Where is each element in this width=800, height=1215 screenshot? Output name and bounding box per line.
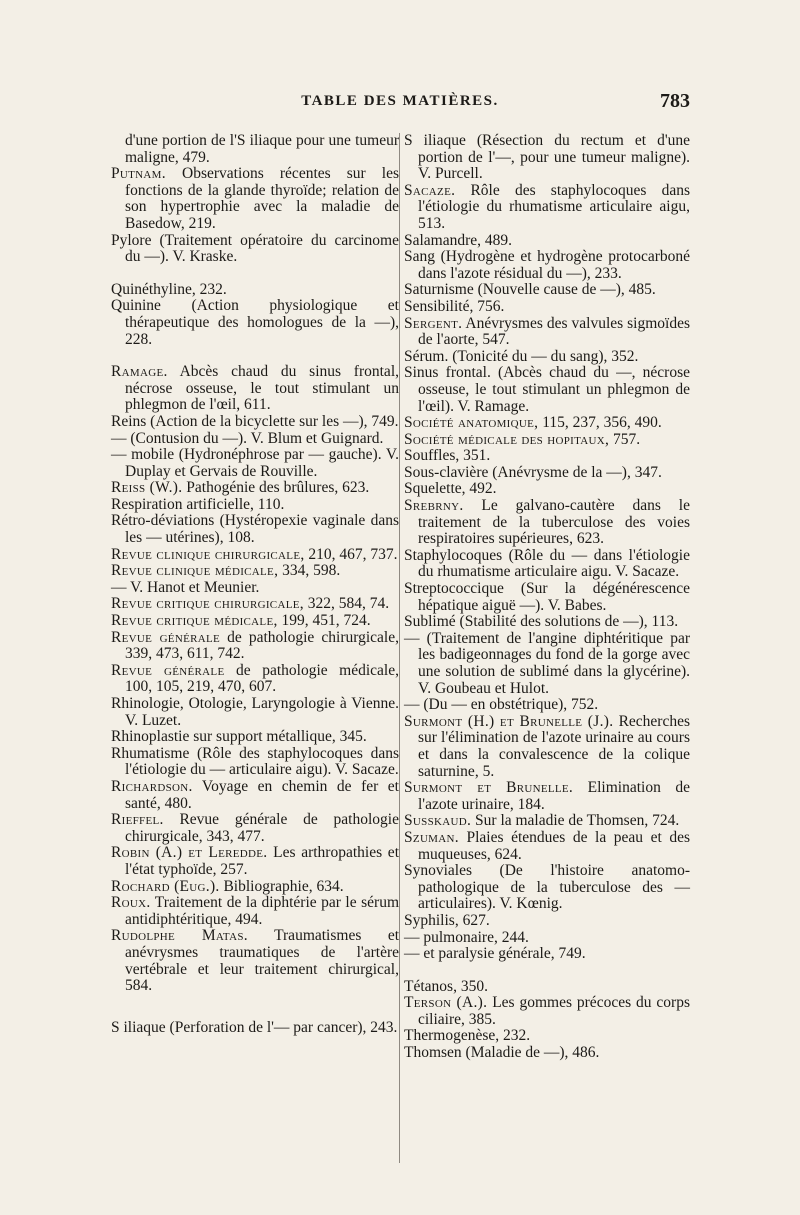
entry-text: — pulmonaire, 244. <box>404 928 529 946</box>
entry-text: — et paralysie générale, 749. <box>404 945 586 963</box>
index-entry <box>404 946 690 963</box>
index-entry <box>404 930 690 947</box>
index-entry <box>111 895 399 928</box>
index-entry <box>111 282 399 299</box>
index-entry <box>111 746 399 779</box>
index-entry <box>404 1045 690 1062</box>
right-column <box>404 133 690 1062</box>
entry-text: Quinéthyline, 232. <box>111 280 227 298</box>
entry-text: Sérum. (Tonicité du — du sang), 352. <box>404 347 639 365</box>
index-entry <box>111 166 399 232</box>
entry-author: Revue critique médicale, <box>111 612 278 630</box>
entry-text: Bibliographie, 634. <box>219 877 344 895</box>
column-divider <box>399 133 400 1163</box>
entry-author: Revue clinique médicale, <box>111 562 279 580</box>
index-entry <box>111 447 399 480</box>
entry-text: 199, 451, 724. <box>277 612 371 630</box>
index-entry <box>111 1020 399 1037</box>
entry-text: S iliaque (Perforation de l'— par cancer), 243. <box>111 1018 398 1036</box>
index-entry <box>111 580 399 597</box>
entry-text: Squelette, 492. <box>404 480 497 498</box>
index-entry <box>111 696 399 729</box>
entry-text: 210, 467, 737. <box>304 545 398 563</box>
index-entry <box>404 365 690 415</box>
entry-author: Richardson. <box>111 777 193 795</box>
index-entry <box>404 183 690 233</box>
entry-text: Sinus frontal. (Abcès chaud du —, nécrose osseuse, le tout stimulant un phlegmon de l'œil). V. Ramage. <box>404 364 690 415</box>
entry-author: Revue critique chirurgicale, <box>111 595 304 613</box>
left-column <box>111 133 399 1036</box>
index-entry <box>111 879 399 896</box>
running-title: TABLE DES MATIÈRES. <box>301 93 499 109</box>
entry-text: Plaies étendues de la peau et des muqueuses, 624. <box>418 828 690 863</box>
index-entry <box>404 349 690 366</box>
entry-author: Rieffel. <box>111 811 164 829</box>
entry-author: Sergent. <box>404 314 463 332</box>
entry-text: Rhumatisme (Rôle des staphylocoques dans l'étiologie du — articulaire aigu). V. Sacaze. <box>111 744 399 779</box>
entry-text: Saturnisme (Nouvelle cause de —), 485. <box>404 281 656 299</box>
index-entry <box>111 414 399 431</box>
entry-text: de pathologie médicale, 100, 105, 219, 470, 607. <box>125 661 399 696</box>
entry-author: Ramage. <box>111 363 168 381</box>
index-entry <box>111 233 399 266</box>
entry-author: Szuman. <box>404 828 459 846</box>
index-entry <box>404 979 690 996</box>
entry-author: Robin (A.) et Leredde. <box>111 844 268 862</box>
entry-author: Roux. <box>111 894 151 912</box>
index-entry <box>111 431 399 448</box>
index-entry <box>404 995 690 1028</box>
index-entry <box>111 729 399 746</box>
entry-text: Synoviales (De l'histoire anatomo-pathologique de la tuberculose des — articulaires). V. Kœnig. <box>404 862 690 913</box>
index-entry <box>404 316 690 349</box>
index-entry <box>404 631 690 697</box>
index-entry <box>111 845 399 878</box>
index-entry <box>111 298 399 348</box>
entry-author: Rudolphe Matas. <box>111 927 248 945</box>
index-entry <box>404 282 690 299</box>
entry-author: Putnam. <box>111 165 166 183</box>
entry-author: Surmont (H.) et Brunelle (J.). <box>404 712 614 730</box>
index-entry <box>111 547 399 564</box>
index-entry <box>404 697 690 714</box>
entry-text: 322, 584, 74. <box>303 595 390 613</box>
entry-author: Société anatomique, <box>404 414 539 432</box>
entry-author: Revue générale <box>111 628 221 646</box>
entry-text: Le galvano-cautère dans le traitement de la tuberculose des voies respiratoires supérieures, 623. <box>418 497 690 548</box>
entry-author: Revue générale <box>111 661 225 679</box>
index-entry <box>111 596 399 613</box>
entry-author: Surmont et Brunelle. <box>404 779 574 797</box>
entry-text: Thermogenèse, 232. <box>404 1027 531 1045</box>
entry-text: Souffles, 351. <box>404 447 491 465</box>
entry-text: Respiration artificielle, 110. <box>111 495 285 513</box>
index-entry <box>404 233 690 250</box>
index-entry <box>111 663 399 696</box>
entry-text: Abcès chaud du sinus frontal, nécrose osseuse, le tout stimulant un phlegmon de l'œil, 611. <box>125 363 399 414</box>
page-header <box>110 90 690 117</box>
index-entry <box>111 563 399 580</box>
entry-text: — V. Hanot et Meunier. <box>111 578 260 596</box>
index-entry <box>404 548 690 581</box>
index-entry <box>404 780 690 813</box>
entry-author: Société médicale des hopitaux, <box>404 430 610 448</box>
index-entry <box>111 928 399 994</box>
entry-text: Anévrysmes des valvules sigmoïdes de l'aorte, 547. <box>418 314 690 349</box>
entry-text: — mobile (Hydronéphrose par — gauche). V. Duplay et Gervais de Rouville. <box>111 446 399 480</box>
entry-author: Terson (A.). <box>404 994 488 1012</box>
entry-text: Rhinologie, Otologie, Laryngologie à Vienne. V. Luzet. <box>111 695 399 729</box>
entry-text: Syphilis, 627. <box>404 911 490 929</box>
entry-text: Thomsen (Maladie de —), 486. <box>404 1044 600 1062</box>
entry-text: — (Contusion du —). V. Blum et Guignard. <box>111 429 384 447</box>
entry-text: Streptococcique (Sur la dégénérescence hépatique aiguë —). V. Babes. <box>404 580 690 614</box>
index-entry <box>404 249 690 282</box>
entry-text: 757. <box>609 430 641 448</box>
index-entry <box>404 581 690 614</box>
entry-text: Pathogénie des brûlures, 623. <box>182 479 370 497</box>
index-entry <box>111 133 399 166</box>
entry-text: Rôle des staphylocoques dans l'étiologie du rhumatisme articulaire aigu, 513. <box>418 181 690 232</box>
index-entry <box>111 613 399 630</box>
entry-text: 334, 598. <box>278 562 341 580</box>
entry-text: Sang (Hydrogène et hydrogène protocarboné dans l'azote résidual du —), 233. <box>404 248 690 282</box>
entry-text: Staphylocoques (Rôle du — dans l'étiologie du rhumatisme articulaire aigu. V. Sacaze. <box>404 546 690 581</box>
entry-text: Recherches sur l'élimination de l'azote urinaire au cours et dans la convalescence de la colique saturnine, 5. <box>418 712 690 780</box>
page-number: 783 <box>660 90 690 112</box>
index-entry <box>404 830 690 863</box>
index-entry <box>404 913 690 930</box>
entry-author: Rochard (Eug.). <box>111 877 220 895</box>
entry-text: Salamandre, 489. <box>404 231 513 249</box>
entry-text: Observations récentes sur les fonctions de la glande thyroïde; relation de son hypertrophie avec la maladie de Basedow, 219. <box>125 165 399 232</box>
index-entry <box>111 497 399 514</box>
entry-text: Pylore (Traitement opératoire du carcinome du —). V. Kraske. <box>111 231 399 266</box>
entry-author: Sacaze. <box>404 181 456 199</box>
index-entry <box>111 812 399 845</box>
entry-text: Voyage en chemin de fer et santé, 480. <box>125 777 399 812</box>
entry-text: Revue générale de pathologie chirurgicale, 343, 477. <box>125 811 399 845</box>
index-entry <box>404 465 690 482</box>
entry-text: Elimination de l'azote urinaire, 184. <box>418 779 690 813</box>
index-entry <box>404 614 690 631</box>
entry-text: Traumatismes et anévrysmes traumatiques de l'artère vertébrale et leur traitement chirurgical, 584. <box>125 927 400 995</box>
entry-text: Quinine (Action physiologique et thérapeutique des homologues de la —), 228. <box>111 297 399 348</box>
index-entry <box>404 299 690 316</box>
entry-text: Sensibilité, 756. <box>404 297 505 315</box>
index-entry <box>404 133 690 183</box>
index-entry <box>111 630 399 663</box>
entry-author: Revue clinique chirurgicale, <box>111 545 305 563</box>
index-entry <box>404 498 690 548</box>
index-entry <box>111 480 399 497</box>
entry-text: — (Traitement de l'angine diphtéritique par les badigeonnages du fond de la gorge avec une solution de sublimé dans la glycérine). V. Goubeau et Hulot. <box>404 629 690 697</box>
index-entry <box>404 415 690 432</box>
index-entry <box>404 448 690 465</box>
entry-text: 115, 237, 356, 490. <box>538 414 662 432</box>
entry-text: de pathologie chirurgicale, 339, 473, 611, 742. <box>125 628 399 663</box>
index-entry <box>111 779 399 812</box>
index-entry <box>404 863 690 913</box>
index-entry <box>404 1028 690 1045</box>
index-entry <box>404 432 690 449</box>
entry-text: Sur la maladie de Thomsen, 724. <box>471 812 680 830</box>
entry-author: Srebrny. <box>404 497 464 515</box>
index-entry <box>404 714 690 780</box>
entry-author: Susskaud. <box>404 812 472 830</box>
index-entry <box>111 513 399 546</box>
entry-text: Traitement de la diphtérie par le sérum antidiphtéritique, 494. <box>125 894 399 928</box>
entry-text: Rétro-déviations (Hystéropexie vaginale dans les — utérines), 108. <box>111 512 399 547</box>
entry-text: S iliaque (Résection du rectum et d'une portion de l'—, pour une tumeur maligne). V. Purcell. <box>404 132 690 183</box>
entry-text: Les gommes précoces du corps ciliaire, 385. <box>418 994 690 1028</box>
index-entry <box>404 481 690 498</box>
entry-text: Rhinoplastie sur support métallique, 345. <box>111 728 367 746</box>
entry-text: Tétanos, 350. <box>404 977 488 995</box>
index-entry <box>404 813 690 830</box>
entry-text: — (Du — en obstétrique), 752. <box>404 696 599 714</box>
entry-text: Sous-clavière (Anévrysme de la —), 347. <box>404 463 662 481</box>
index-entry <box>111 364 399 414</box>
entry-text: Les arthropathies et l'état typhoïde, 257. <box>125 844 399 878</box>
entry-author: Reiss (W.). <box>111 479 183 497</box>
entry-text: Sublimé (Stabilité des solutions de —), 113. <box>404 613 679 631</box>
entry-text: d'une portion de l'S iliaque pour une tumeur maligne, 479. <box>125 132 399 166</box>
entry-text: Reins (Action de la bicyclette sur les —), 749. <box>111 412 399 430</box>
